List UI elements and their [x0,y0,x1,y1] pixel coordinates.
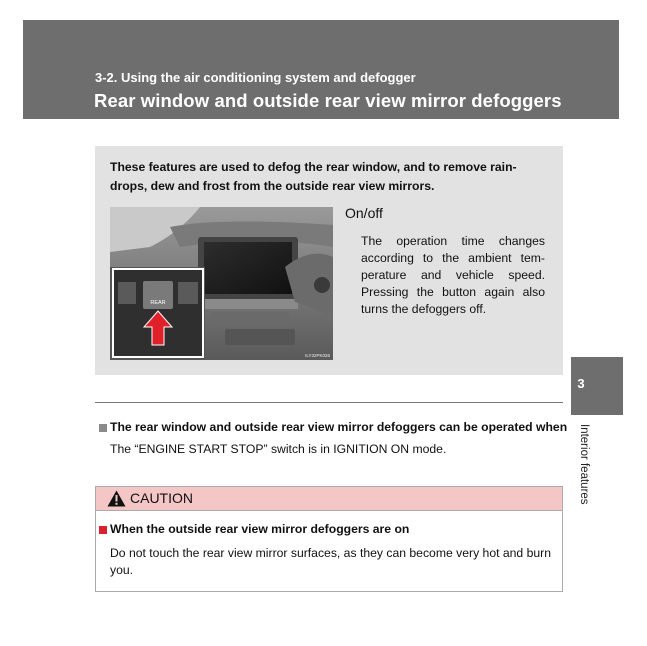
intro-text: These features are used to defog the rear window, and to remove rain-drops, dew and frost from the outside rear view mirrors. [110,160,517,193]
caution-bullet [99,526,107,534]
callout-description: The operation time changes according to the ambient tem-perature and vehicle speed. Pressing the button again also turns the defoggers off. [361,234,545,316]
callout-title: On/off [345,205,383,221]
caution-body: Do not touch the rear view mirror surfaces, as they can become very hot and burn you. [110,546,551,577]
display-screen [204,242,292,294]
caution-heading: When the outside rear view mirror defoggers are on [110,522,410,536]
note-bullet [99,424,107,432]
dashboard-photo [110,207,333,360]
section-divider [95,402,563,403]
image-code: ILY32PK026 [305,353,330,358]
chapter-name [578,424,592,524]
note-heading: The rear window and outside rear view mirror defoggers can be operated when [110,420,568,434]
page-title: Rear window and outside rear view mirror defoggers [94,90,562,111]
warning-icon [107,490,126,507]
rear-button-label: REAR [150,300,166,306]
chapter-number: 3 [577,376,585,391]
note-body: The “ENGINE START STOP” switch is in IGNITION ON mode. [110,442,447,456]
chapter-name-text: Interior features [578,424,590,505]
caution-label: CAUTION [130,490,193,506]
section-label: 3-2. Using the air conditioning system and defogger [95,70,416,85]
